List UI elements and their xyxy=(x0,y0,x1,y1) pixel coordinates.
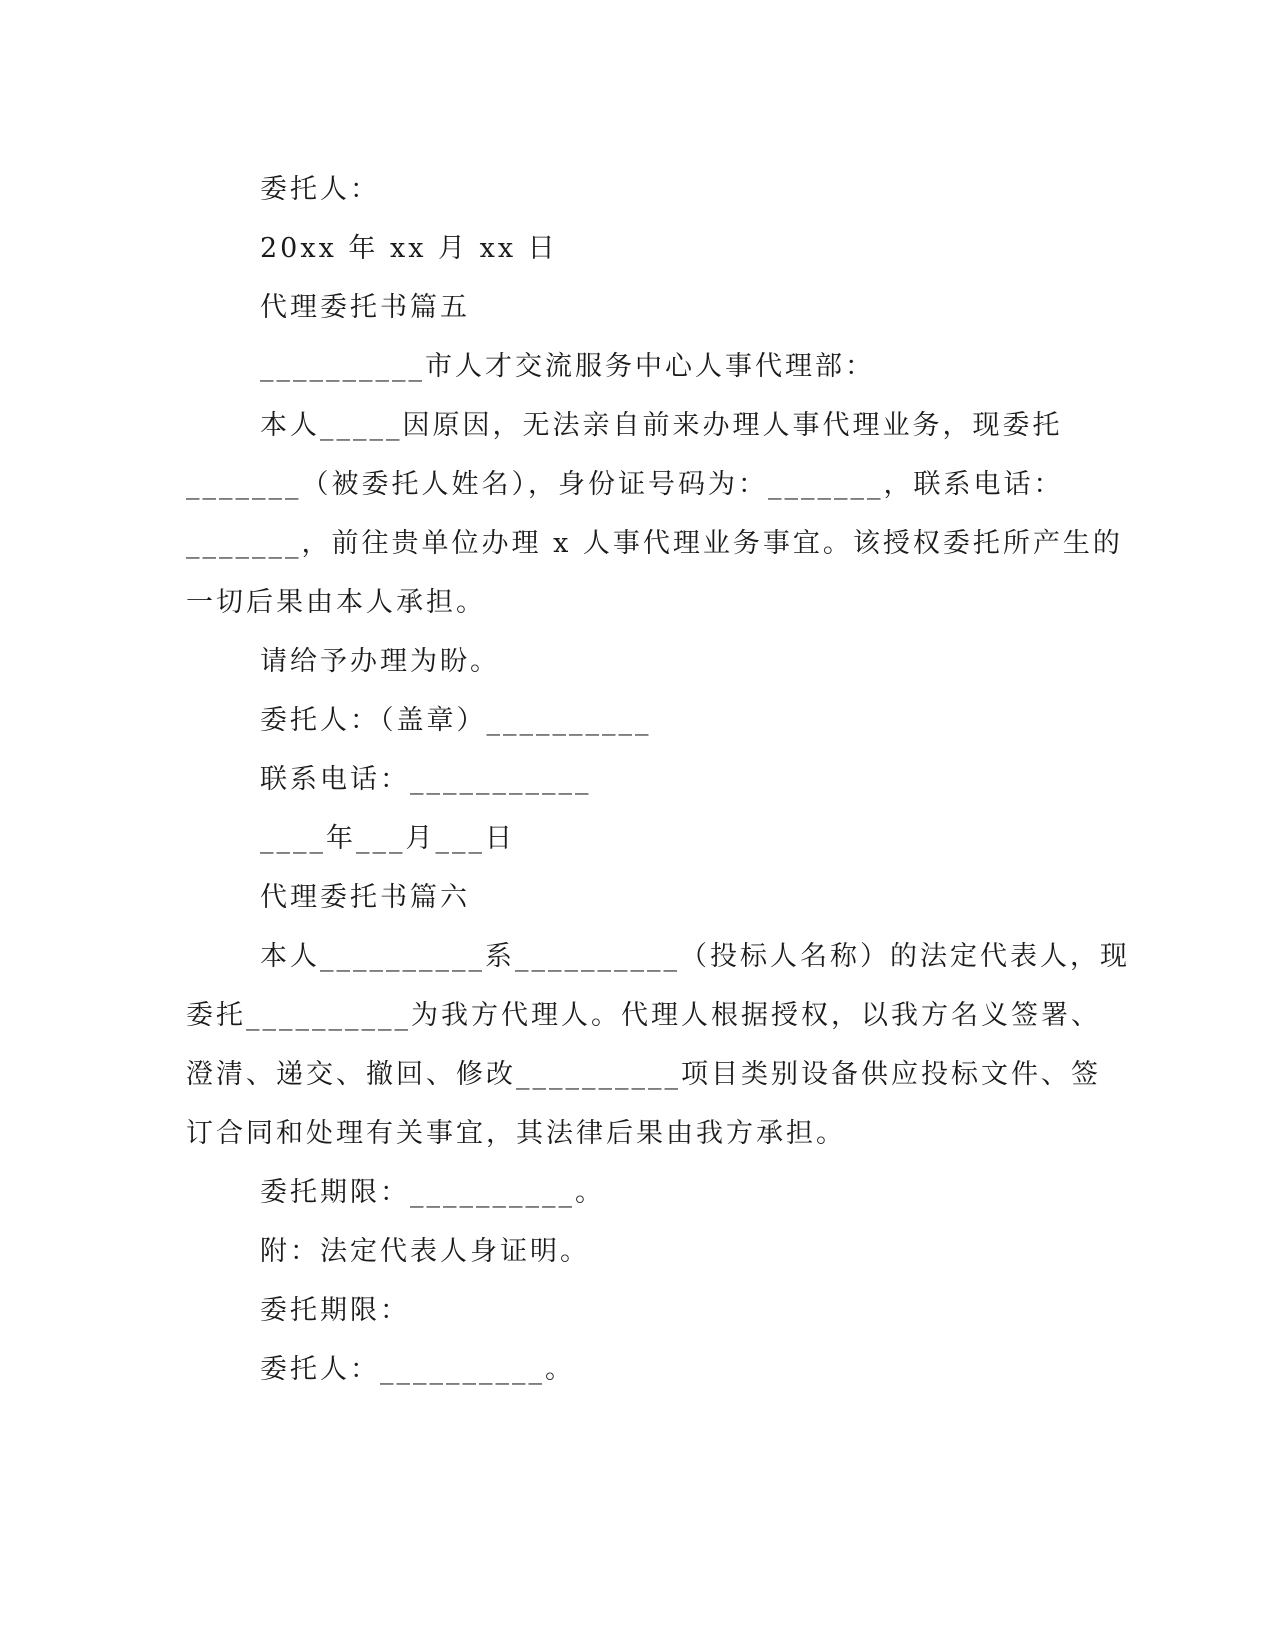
term-line: 委托期限： xyxy=(260,1295,410,1326)
signature-line: 委托人：（盖章）__________ xyxy=(260,705,652,736)
paragraph-line: 本人__________系__________（投标人名称）的法定代表人，现 xyxy=(260,941,1130,972)
signature-line: 委托人：__________。 xyxy=(260,1354,575,1385)
paragraph-line: 一切后果由本人承担。 xyxy=(186,587,486,618)
attachment-line: 附：法定代表人身证明。 xyxy=(260,1236,590,1267)
text-line: 委托人： xyxy=(260,174,380,205)
date-line: ____年___月___日 xyxy=(260,823,515,854)
paragraph-line: _______，前往贵单位办理 x 人事代理业务事宜。该授权委托所产生的 xyxy=(186,528,1123,559)
paragraph-line: 本人_____因原因，无法亲自前来办理人事代理业务，现委托 xyxy=(260,410,1063,441)
text-line: 请给予办理为盼。 xyxy=(260,646,500,677)
date-line: 20xx 年 xx 月 xx 日 xyxy=(260,233,558,264)
phone-line: 联系电话：___________ xyxy=(260,764,592,795)
paragraph-line: 澄清、递交、撤回、修改__________项目类别设备供应投标文件、签 xyxy=(186,1059,1101,1090)
paragraph-line: 委托__________为我方代理人。代理人根据授权，以我方名义签署、 xyxy=(186,1000,1101,1031)
section-title: 代理委托书篇五 xyxy=(260,292,470,323)
paragraph-line: _______（被委托人姓名），身份证号码为：_______，联系电话： xyxy=(186,469,1064,500)
addressee-line: __________市人才交流服务中心人事代理部： xyxy=(260,351,875,382)
paragraph-line: 订合同和处理有关事宜，其法律后果由我方承担。 xyxy=(186,1118,846,1149)
section-title: 代理委托书篇六 xyxy=(260,882,470,913)
term-line: 委托期限：__________。 xyxy=(260,1177,605,1208)
